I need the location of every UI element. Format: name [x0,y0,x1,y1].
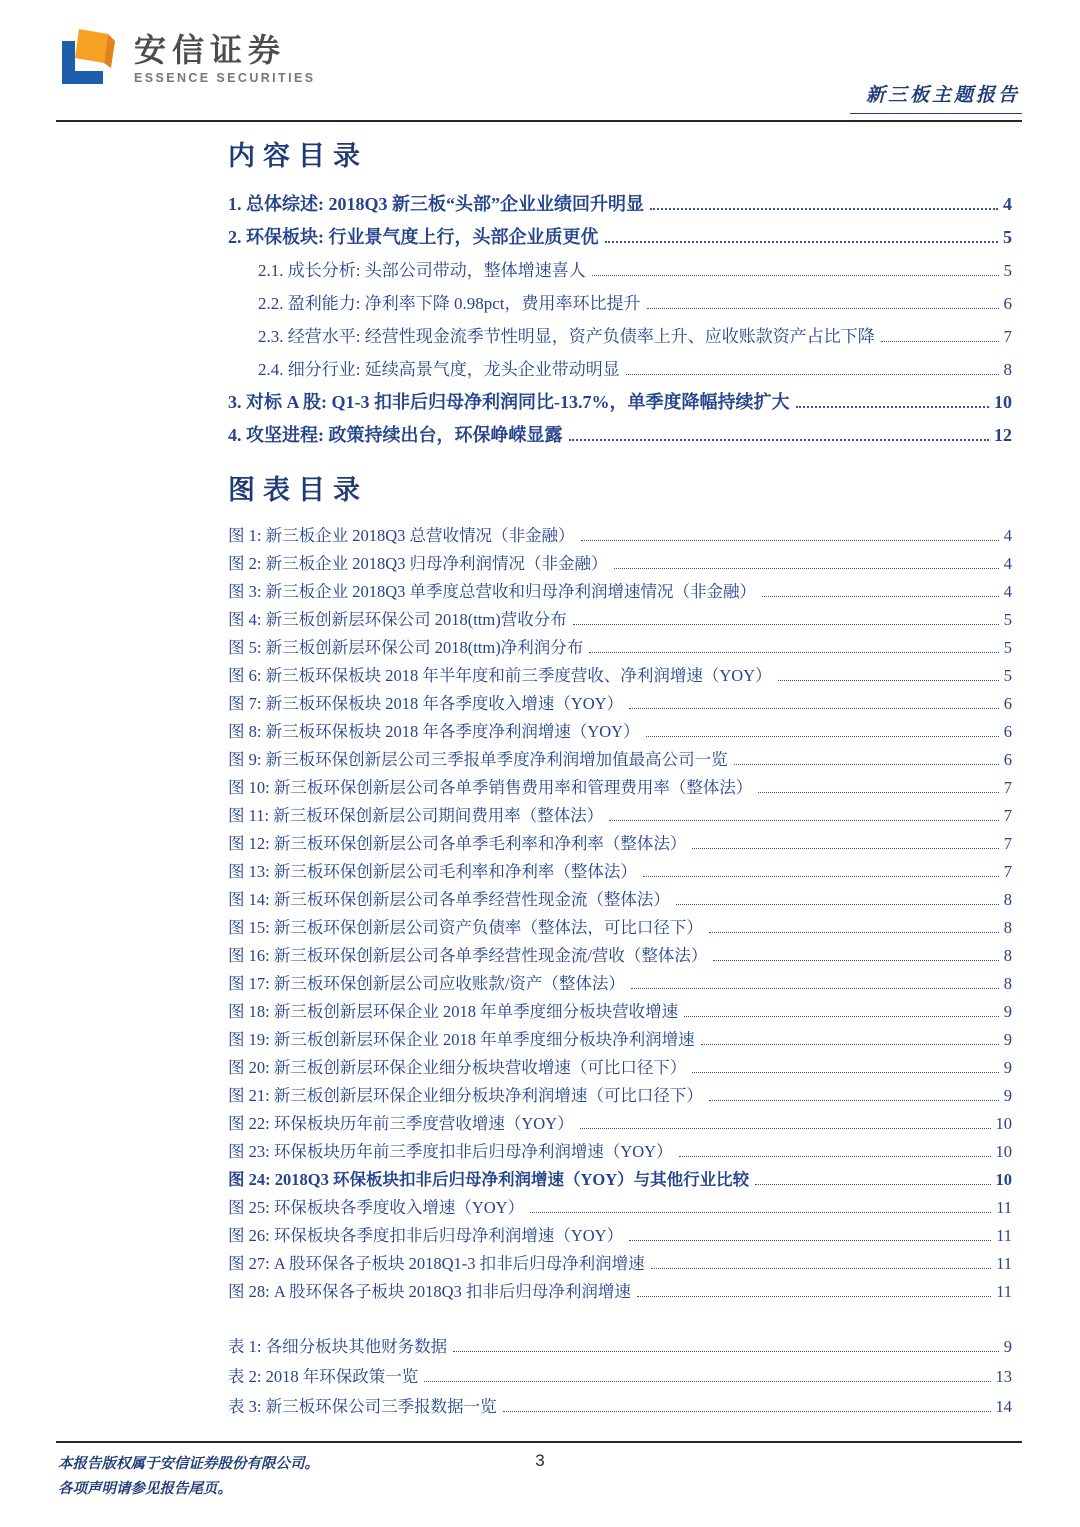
figure-item-page-number: 6 [1003,694,1012,713]
figure-item-label: 图 21: 新三板创新层环保企业细分板块净利润增速（可比口径下） [228,1086,703,1105]
figure-item-label: 图 6: 新三板环保板块 2018 年半年度和前三季度营收、净利润增速（YOY） [228,666,772,685]
toc-content [228,136,1012,1422]
figure-item-page-number: 6 [1003,722,1012,741]
figure-item [228,578,1012,606]
dotted-leader [762,596,999,597]
dotted-leader [684,1016,999,1017]
figure-item-page-number: 11 [996,1282,1012,1301]
figure-item [228,858,1012,886]
figure-item [228,1082,1012,1110]
logo-cube-icon [56,26,120,90]
dotted-leader [614,568,999,569]
dotted-leader [709,932,999,933]
toc-item-label: 4. 攻坚进程: 政策持续出台，环保峥嵘显露 [228,425,563,445]
figure-item-page-number: 8 [1003,890,1012,909]
figure-item-label: 图 20: 新三板创新层环保企业细分板块营收增速（可比口径下） [228,1058,687,1077]
table-item-page-number: 14 [995,1397,1012,1416]
figure-item [228,1194,1012,1222]
dotted-leader [796,406,990,408]
dotted-leader [629,1240,991,1241]
figure-item [228,1026,1012,1054]
figure-item-page-number: 7 [1003,778,1012,797]
toc-item-page-number: 12 [994,425,1012,445]
figure-item-label: 图 13: 新三板环保创新层公司毛利率和净利率（整体法） [228,862,637,881]
figure-item-page-number: 10 [995,1114,1012,1133]
figure-item-label: 图 4: 新三板创新层环保公司 2018(ttm)营收分布 [228,610,567,629]
figure-item [228,998,1012,1026]
figure-item [228,606,1012,634]
toc-item-label: 2.2. 盈利能力: 净利率下降 0.98pct，费用率环比提升 [258,294,641,313]
figure-item [228,1138,1012,1166]
figure-item [228,690,1012,718]
dotted-leader [758,792,998,793]
dotted-leader [530,1212,991,1213]
dotted-leader [709,1100,999,1101]
figure-item-label: 图 24: 2018Q3 环保板块扣非后归母净利润增速（YOY）与其他行业比较 [228,1170,750,1189]
dotted-leader [676,904,999,905]
figure-item [228,718,1012,746]
figure-item-page-number: 11 [996,1254,1012,1273]
figure-item-page-number: 7 [1003,834,1012,853]
table-item-page-number: 9 [1003,1337,1012,1356]
figure-item [228,886,1012,914]
dotted-leader [580,1128,991,1129]
figure-item-page-number: 4 [1003,554,1012,573]
figure-item-label: 图 1: 新三板企业 2018Q3 总营收情况（非金融） [228,526,575,545]
figure-item [228,634,1012,662]
figure-item-page-number: 9 [1003,1002,1012,1021]
toc-item-label: 2.4. 细分行业: 延续高景气度，龙头企业带动明显 [258,360,620,379]
toc-item [228,254,1012,287]
dotted-leader [643,876,999,877]
toc-item [228,320,1012,353]
figure-item-page-number: 9 [1003,1058,1012,1077]
dotted-leader [573,624,999,625]
figure-item-label: 图 17: 新三板环保创新层公司应收账款/资产（整体法） [228,974,625,993]
dotted-leader [651,1268,991,1269]
figure-item-label: 图 2: 新三板企业 2018Q3 归母净利润情况（非金融） [228,554,608,573]
figure-item [228,662,1012,690]
dotted-leader [881,341,999,342]
figure-item-page-number: 9 [1003,1086,1012,1105]
toc-item-label: 1. 总体综述: 2018Q3 新三板“头部”企业业绩回升明显 [228,194,644,214]
logo-name-en: ESSENCE SECURITIES [134,70,316,85]
toc-item-label: 3. 对标 A 股: Q1-3 扣非后归母净利润同比-13.7%，单季度降幅持续扩大 [228,392,790,412]
table-item-page-number: 13 [995,1367,1012,1386]
report-type-label: 新三板主题报告 [850,80,1022,114]
figure-item-page-number: 7 [1003,862,1012,881]
toc-item-page-number: 10 [994,392,1012,412]
figure-item [228,774,1012,802]
toc-item-page-number: 8 [1003,360,1012,379]
figure-item-label: 图 23: 环保板块历年前三季度扣非后归母净利润增速（YOY） [228,1142,673,1161]
dotted-leader [631,988,999,989]
toc-item-label: 2. 环保板块: 行业景气度上行，头部企业质更优 [228,227,599,247]
figure-item-label: 图 26: 环保板块各季度扣非后归母净利润增速（YOY） [228,1226,624,1245]
table-item [228,1392,1012,1422]
figure-item [228,942,1012,970]
figure-item [228,914,1012,942]
figure-item-label: 图 27: A 股环保各子板块 2018Q1-3 扣非后归母净利润增速 [228,1254,645,1273]
table-item [228,1362,1012,1392]
dotted-leader [650,208,998,210]
figure-item [228,802,1012,830]
figure-item-label: 图 14: 新三板环保创新层公司各单季经营性现金流（整体法） [228,890,670,909]
toc-item-page-number: 5 [1003,227,1012,247]
dotted-leader [609,820,999,821]
figure-item-page-number: 8 [1003,946,1012,965]
toc-item-label: 2.1. 成长分析: 头部公司带动，整体增速喜人 [258,261,586,280]
table-item [228,1332,1012,1362]
figure-item-page-number: 11 [996,1198,1012,1217]
figure-item [228,522,1012,550]
toc-item [228,188,1012,221]
dotted-leader [629,708,999,709]
table-item-label: 表 1: 各细分板块其他财务数据 [228,1337,448,1356]
figure-item-page-number: 5 [1003,610,1012,629]
dotted-leader [637,1296,991,1297]
logo-name-cn: 安信证券 [134,31,287,68]
figure-item-page-number: 8 [1003,974,1012,993]
figure-item-label: 图 22: 环保板块历年前三季度营收增速（YOY） [228,1114,574,1133]
figure-item-page-number: 4 [1003,582,1012,601]
toc-item [228,221,1012,254]
dotted-leader [701,1044,999,1045]
dotted-leader [453,1351,999,1352]
figure-item-page-number: 9 [1003,1030,1012,1049]
logo-text [134,32,315,85]
figure-item [228,1110,1012,1138]
figure-item-page-number: 4 [1003,526,1012,545]
figure-item-label: 图 19: 新三板创新层环保企业 2018 年单季度细分板块净利润增速 [228,1030,695,1049]
figure-item-page-number: 7 [1003,806,1012,825]
figure-item-label: 图 10: 新三板环保创新层公司各单季销售费用率和管理费用率（整体法） [228,778,753,797]
dotted-leader [734,764,999,765]
page-header [56,26,1022,114]
figure-list [228,522,1012,1306]
toc-list [228,188,1012,452]
figure-item-page-number: 8 [1003,918,1012,937]
toc-item-page-number: 6 [1003,294,1012,313]
figure-item-label: 图 9: 新三板环保创新层公司三季报单季度净利润增加值最高公司一览 [228,750,728,769]
figure-item-page-number: 10 [995,1142,1012,1161]
dotted-leader [626,374,999,375]
dotted-leader [692,1072,998,1073]
figure-item-label: 图 11: 新三板环保创新层公司期间费用率（整体法） [228,806,604,825]
figure-item-label: 图 8: 新三板环保板块 2018 年各季度净利润增速（YOY） [228,722,640,741]
toc-item [228,386,1012,419]
figure-item-label: 图 5: 新三板创新层环保公司 2018(ttm)净利润分布 [228,638,584,657]
dotted-leader [679,1156,991,1157]
figure-item [228,1054,1012,1082]
figure-item-page-number: 10 [995,1170,1012,1189]
dotted-leader [589,652,999,653]
table-list [228,1332,1012,1422]
figure-item-label: 图 12: 新三板环保创新层公司各单季毛利率和净利率（整体法） [228,834,687,853]
dotted-leader [647,308,999,309]
dotted-leader [778,680,999,681]
dotted-leader [713,960,998,961]
figure-item-label: 图 18: 新三板创新层环保企业 2018 年单季度细分板块营收增速 [228,1002,679,1021]
figure-item [228,550,1012,578]
figure-item-page-number: 11 [996,1226,1012,1245]
figure-item-label: 图 16: 新三板环保创新层公司各单季经营性现金流/营收（整体法） [228,946,708,965]
dotted-leader [692,848,998,849]
toc-title: 内容目录 [228,141,368,171]
dotted-leader [605,241,999,243]
figure-item [228,1166,1012,1194]
toc-item-page-number: 4 [1003,194,1012,214]
dotted-leader [646,736,999,737]
toc-item-page-number: 7 [1003,327,1012,346]
figure-item-page-number: 5 [1003,638,1012,657]
figure-item [228,746,1012,774]
figure-item-label: 图 15: 新三板环保创新层公司资产负债率（整体法，可比口径下） [228,918,703,937]
dotted-leader [581,540,999,541]
toc-item [228,287,1012,320]
dotted-leader [569,439,990,441]
header-divider [56,120,1022,122]
figure-item-label: 图 25: 环保板块各季度收入增速（YOY） [228,1198,525,1217]
figure-item [228,830,1012,858]
table-item-label: 表 3: 新三板环保公司三季报数据一览 [228,1397,497,1416]
dotted-leader [503,1411,991,1412]
toc-item-label: 2.3. 经营水平: 经营性现金流季节性明显，资产负债率上升、应收账款资产占比下降 [258,327,875,346]
figure-item-label: 图 28: A 股环保各子板块 2018Q3 扣非后归母净利润增速 [228,1282,631,1301]
figure-item [228,1278,1012,1306]
toc-item [228,419,1012,452]
figure-list-title: 图表目录 [228,475,368,505]
footer-copyright-line2: 各项声明请参见报告尾页。 [58,1481,232,1497]
figure-item-label: 图 3: 新三板企业 2018Q3 单季度总营收和归母净利润增速情况（非金融） [228,582,756,601]
footer-divider [56,1441,1022,1443]
figure-item [228,1222,1012,1250]
figure-item [228,1250,1012,1278]
footer-page-number: 3 [535,1451,545,1470]
figure-item-page-number: 5 [1003,666,1012,685]
toc-item-page-number: 5 [1003,261,1012,280]
footer-copyright-line1: 本报告版权属于安信证券股份有限公司。 [58,1456,319,1472]
dotted-leader [755,1184,990,1185]
dotted-leader [592,275,999,276]
table-item-label: 表 2: 2018 年环保政策一览 [228,1367,419,1386]
figure-item [228,970,1012,998]
dotted-leader [424,1381,990,1382]
toc-item [228,353,1012,386]
figure-item-page-number: 6 [1003,750,1012,769]
essence-securities-logo [56,26,315,90]
figure-item-label: 图 7: 新三板环保板块 2018 年各季度收入增速（YOY） [228,694,624,713]
